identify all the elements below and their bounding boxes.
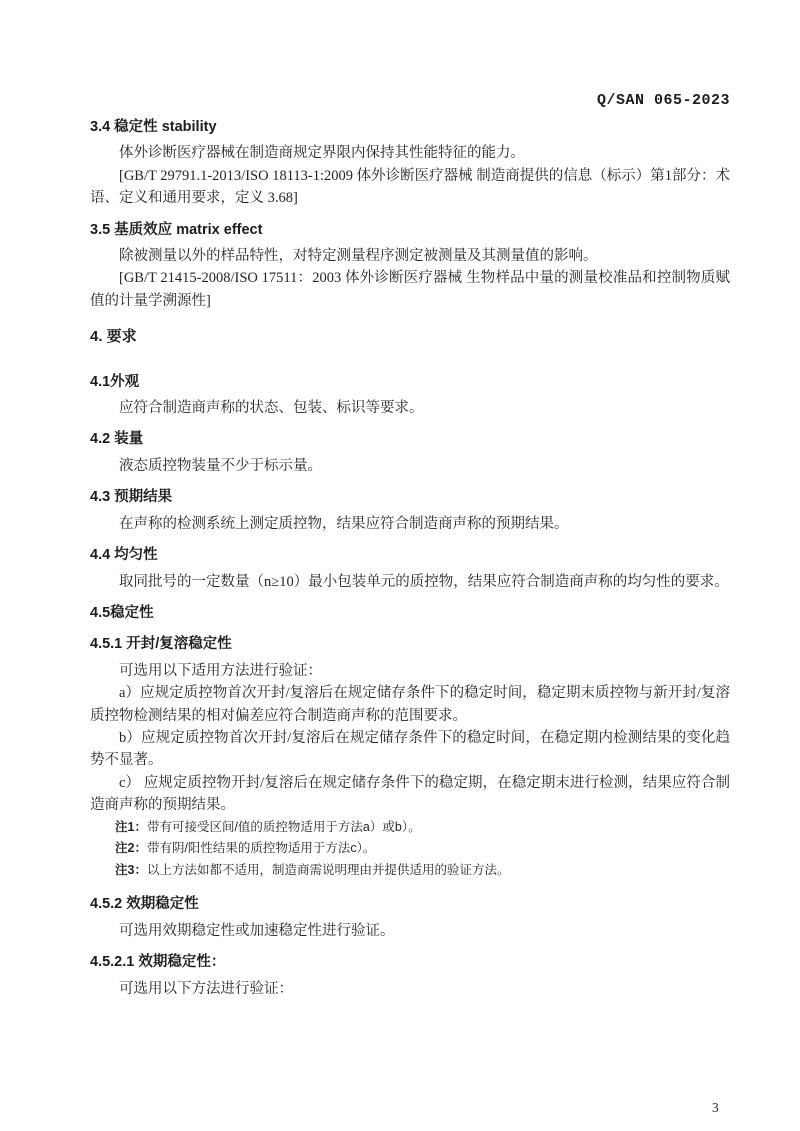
body-paragraph: 应符合制造商声称的状态、包装、标识等要求。 bbox=[119, 400, 424, 417]
heading-4-2-fill-volume: 4.2 装量 bbox=[90, 431, 144, 448]
definition-paragraph: 除被测量以外的样品特性，对特定测量程序测定被测量及其测量值的影响。 bbox=[119, 248, 598, 265]
heading-4-5-1-open-vial-stability: 4.5.1 开封/复溶稳定性 bbox=[90, 636, 232, 653]
heading-4-5-2-1-shelf-life-stability: 4.5.2.1 效期稳定性： bbox=[90, 954, 226, 971]
heading-4-4-homogeneity: 4.4 均匀性 bbox=[90, 547, 158, 564]
standard-number-header: Q/SAN 065-2023 bbox=[596, 92, 730, 109]
reference-paragraph: [GB/T 21415-2008/ISO 17511：2003 体外诊断医疗器械 生物样品中量的测量校准品和控制物质赋值的计量学溯源性] bbox=[90, 270, 730, 309]
note-3-text: 以上方法如都不适用，制造商需说明理由并提供适用的验证方法。 bbox=[146, 862, 510, 877]
body-paragraph: 取同批号的一定数量（n≥10）最小包装单元的质控物，结果应符合制造商声称的均匀性的要求。 bbox=[119, 573, 729, 590]
definition-paragraph: 体外诊断医疗器械在制造商规定界限内保持其性能特征的能力。 bbox=[119, 145, 525, 162]
note-2 bbox=[90, 838, 730, 860]
heading-4-1-appearance: 4.1外观 bbox=[90, 373, 140, 390]
heading-4-5-2-shelf-life-stability: 4.5.2 效期稳定性 bbox=[90, 896, 199, 913]
note-2-text: 带有阴/阳性结果的质控物适用于方法c）。 bbox=[146, 841, 376, 856]
body-paragraph: 可选用以下方法进行验证： bbox=[119, 980, 293, 997]
method-b-paragraph: b）应规定质控物首次开封/复溶后在规定储存条件下的稳定时间，在稳定期内检测结果的变化趋势不显著。 bbox=[90, 729, 730, 769]
note-1-label: 注1： bbox=[115, 819, 147, 834]
heading-3-4-stability: 3.4 稳定性 stability bbox=[90, 119, 217, 135]
body-paragraph: 液态质控物装量不少于标示量。 bbox=[119, 457, 322, 474]
note-1 bbox=[90, 817, 730, 839]
heading-4-3-expected-results: 4.3 预期结果 bbox=[90, 489, 173, 506]
body-paragraph: 在声称的检测系统上测定质控物，结果应符合制造商声称的预期结果。 bbox=[119, 515, 569, 532]
method-a-paragraph: a）应规定质控物首次开封/复溶后在规定储存条件下的稳定时间，稳定期末质控物与新开封/复溶质控物检测结果的相对偏差应符合制造商声称的范围要求。 bbox=[90, 685, 730, 724]
note-1-text: 带有可接受区间/值的质控物适用于方法a）或b）。 bbox=[146, 819, 421, 834]
heading-4-5-stability: 4.5稳定性 bbox=[90, 604, 154, 621]
note-3 bbox=[90, 860, 730, 882]
heading-4-requirements: 4. 要求 bbox=[90, 328, 137, 346]
page-number: 3 bbox=[712, 1100, 719, 1115]
body-paragraph: 可选用效期稳定性或加速稳定性进行验证。 bbox=[119, 922, 395, 939]
note-2-label: 注2： bbox=[115, 841, 147, 856]
note-3-label: 注3： bbox=[115, 862, 147, 877]
body-paragraph: 可选用以下适用方法进行验证： bbox=[119, 662, 322, 679]
method-c-paragraph: c） 应规定质控物开封/复溶后在规定储存条件下的稳定期，在稳定期末进行检测，结果应符合制造商声称的预期结果。 bbox=[90, 774, 730, 814]
heading-3-5-matrix-effect: 3.5 基质效应 matrix effect bbox=[90, 221, 263, 238]
reference-paragraph: [GB/T 29791.1-2013/ISO 18113-1:2009 体外诊断医疗器械 制造商提供的信息（标示）第1部分：术语、定义和通用要求，定义 3.68] bbox=[90, 167, 731, 207]
